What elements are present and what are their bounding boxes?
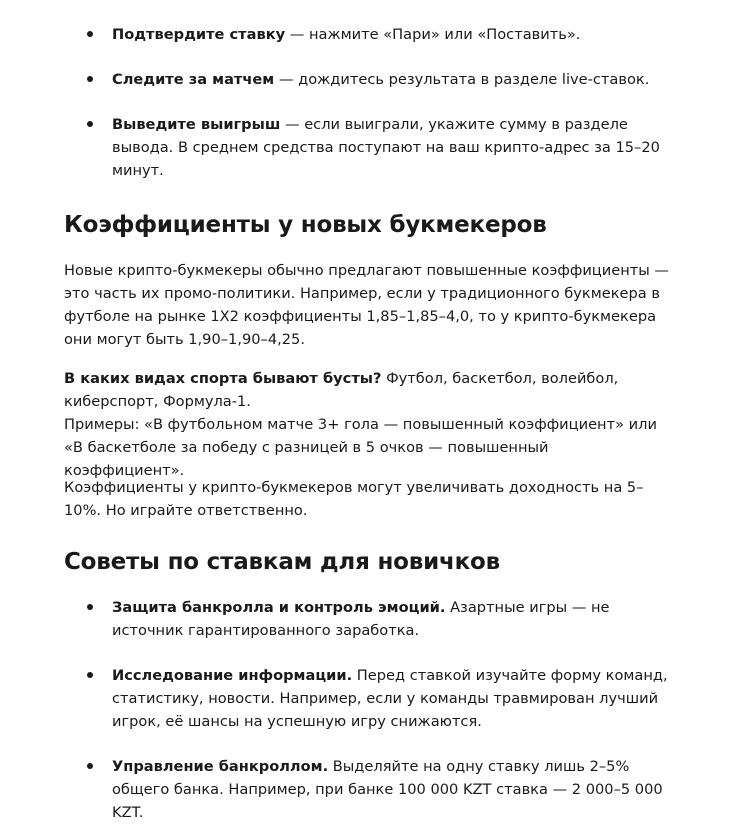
step-title: Следите за матчем bbox=[112, 71, 275, 88]
bullet-icon bbox=[87, 763, 93, 769]
list-item bbox=[64, 68, 704, 91]
tip-title: Исследование информации. bbox=[112, 667, 353, 684]
step-title: Выведите выигрыш bbox=[112, 116, 281, 133]
tip-text: Перед ставкой изучайте форму команд, статистику, новости. Например, если у команды травмирован лучший игрок, её шансы на успешную игру снижаются. bbox=[112, 667, 668, 730]
bullet-icon bbox=[87, 31, 93, 37]
odds-answer: Футбол, баскетбол, волейбол, киберспорт, Формула-1. bbox=[64, 370, 619, 410]
steps-list bbox=[64, 23, 704, 182]
step-text: — дождитесь результата в разделе live-ставок. bbox=[274, 71, 650, 88]
step-text: — нажмите «Пари» или «Поставить». bbox=[285, 26, 581, 43]
bullet-icon bbox=[87, 121, 93, 127]
list-item bbox=[64, 596, 672, 642]
bullet-icon bbox=[87, 672, 93, 678]
step-title: Подтвердите ставку bbox=[112, 26, 286, 43]
bullet-icon bbox=[87, 604, 93, 610]
tip-title: Управление банкроллом. bbox=[112, 758, 329, 775]
odds-examples: Примеры: «В футбольном матче 3+ гола — повышенный коэффициент» или «В баскетболе за победу с разницей в 5 очков — повышенный коэффициент». bbox=[64, 416, 657, 479]
tip-title: Защита банкролла и контроль эмоций. bbox=[112, 599, 446, 616]
section-heading-tips: Советы по ставкам для новичков bbox=[64, 549, 500, 575]
tips-list bbox=[64, 596, 704, 824]
list-item bbox=[64, 113, 682, 182]
tip-text: Выделяйте на одну ставку лишь 2–5% общего банка. Например, при банке 100 000 KZT ставка — 2 000–5 000 KZT. bbox=[112, 758, 663, 821]
list-item bbox=[64, 23, 704, 46]
odds-paragraph-1: Новые крипто-букмекеры обычно предлагают повышенные коэффициенты — это часть их промо-политики. Например, если у традиционного букмекера в футболе на рынке 1Х2 коэффициенты 1,85–1,85–4,0, то у крипто-букмекера они могут быть 1,90–1,90–4,25. bbox=[64, 262, 669, 348]
bullet-icon bbox=[87, 76, 93, 82]
odds-question: В каких видах спорта бывают бусты? bbox=[64, 370, 382, 387]
list-item bbox=[64, 755, 672, 824]
odds-paragraph-2 bbox=[64, 367, 664, 482]
odds-paragraph-3: Коэффициенты у крипто-букмекеров могут увеличивать доходность на 5–10%. Но играйте ответственно. bbox=[64, 479, 644, 519]
step-text: — если выиграли, укажите сумму в разделе вывода. В среднем средства поступают на ваш крипто-адрес за 15–20 минут. bbox=[112, 116, 660, 179]
section-heading-odds: Коэффициенты у новых букмекеров bbox=[64, 212, 547, 238]
list-item bbox=[64, 664, 704, 733]
tip-text: Азартные игры — не источник гарантированного заработка. bbox=[112, 599, 610, 639]
